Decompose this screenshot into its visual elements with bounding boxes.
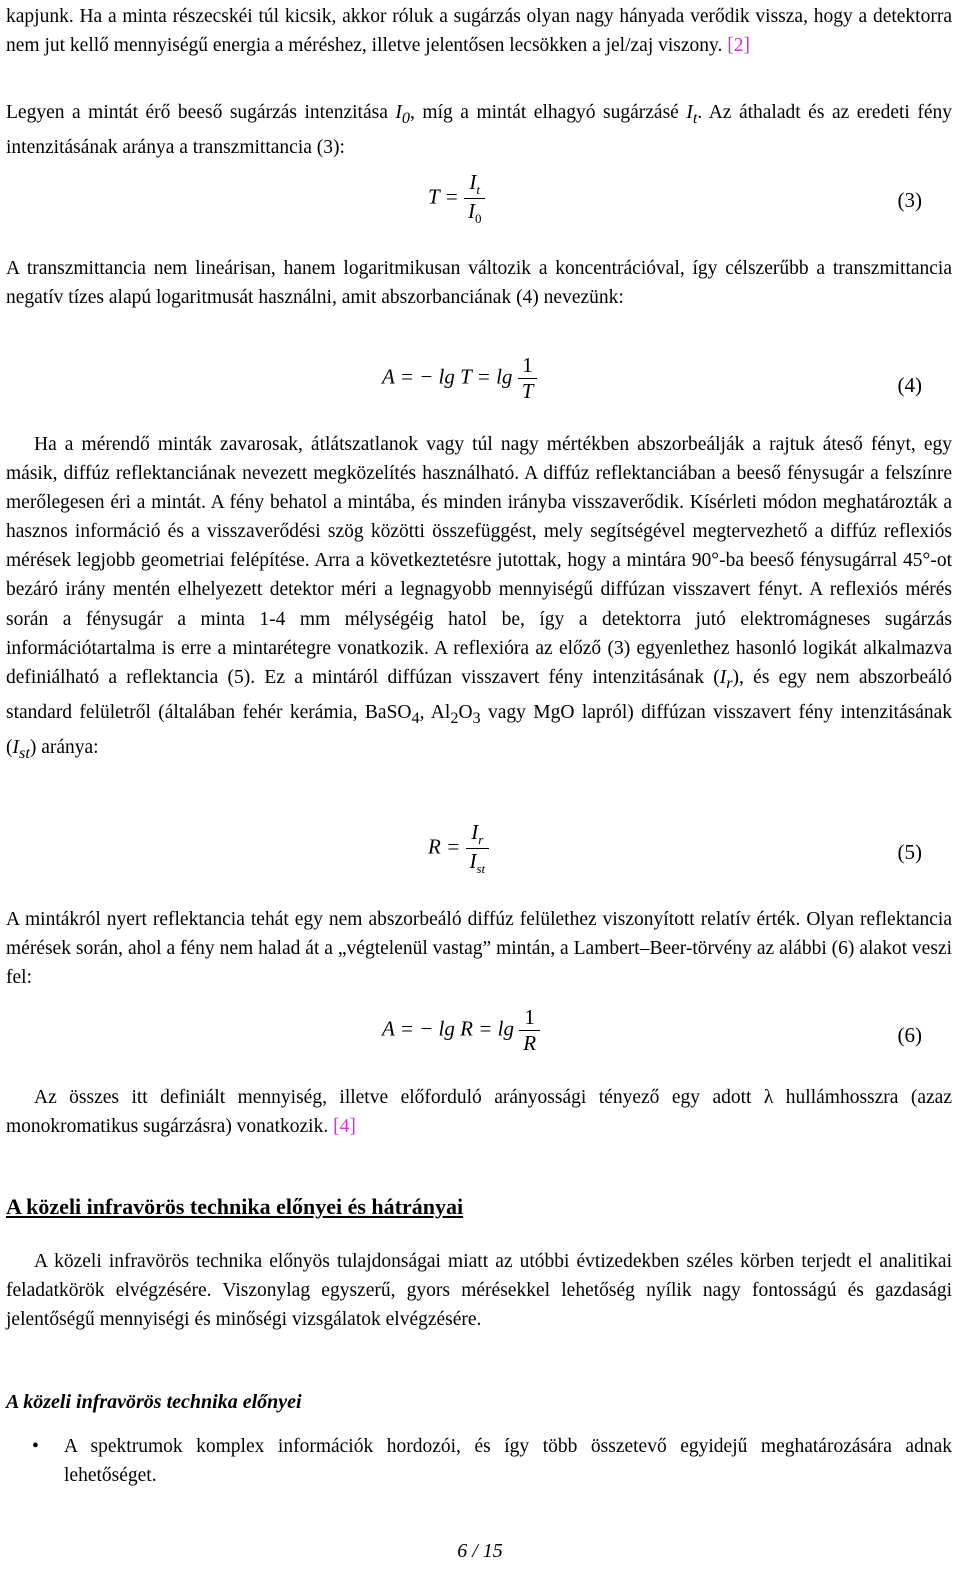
text-run: Legyen a mintát érő beeső sugárzás intenzitása bbox=[6, 102, 396, 123]
paragraph-nir-overview: A közeli infravörös technika előnyös tulajdonságai miatt az utóbbi évtizedekben széles körben terjedt el analitikai feladatkörök elvégzésére. Viszonylag egyszerű, gyors mérésekkel lehetőség nyílik nagy fontosságú és gazdasági jelentőségű mennyiségi és minőségi vizsgálatok elvégzésére. bbox=[6, 1251, 952, 1331]
fraction-denominator: I bbox=[469, 849, 477, 874]
paragraph-diffuse-reflectance bbox=[6, 430, 952, 768]
chem-sub: 3 bbox=[472, 708, 481, 727]
equation-fraction bbox=[464, 170, 486, 227]
fraction-numerator: I bbox=[469, 170, 477, 194]
section-heading: A közeli infravörös technika előnyei és hátrányai bbox=[6, 1194, 464, 1219]
symbol-sub: t bbox=[692, 108, 698, 127]
fraction-numerator: 1 bbox=[524, 1005, 535, 1029]
equation-fraction bbox=[466, 820, 490, 877]
symbol-sub: st bbox=[19, 743, 30, 762]
equation-number: (5) bbox=[897, 840, 922, 864]
subsection-heading: A közeli infravörös technika előnyei bbox=[6, 1391, 302, 1413]
list-item bbox=[6, 1432, 952, 1490]
text-run: ), és egy nem abszorbeáló standard felületről (általában fehér kerámia, BaSO bbox=[6, 666, 953, 723]
text-run: O bbox=[458, 701, 473, 723]
fraction-denominator: I bbox=[467, 199, 475, 224]
fraction-sub: st bbox=[476, 861, 486, 877]
equation-lhs: A = − lg R = lg bbox=[382, 1016, 514, 1041]
text-run: ) aránya: bbox=[29, 736, 99, 758]
paragraph-text: kapjunk. Ha a minta részecskéi túl kicsik, akkor róluk a sugárzás olyan nagy hányada verődik vissza, hogy a detektorra nem jut kellő mennyiségű energia a méréshez, illetve jelentősen lecsökken a jel/zaj viszony. bbox=[6, 6, 952, 57]
text-run: , míg a mintát elhagyó sugárzásé bbox=[410, 102, 687, 123]
fraction-denominator: T bbox=[521, 379, 534, 403]
symbol-sub: 0 bbox=[401, 108, 411, 127]
symbol-it: I bbox=[686, 102, 693, 123]
equation-lhs: R = bbox=[428, 834, 461, 859]
paragraph-wavelength bbox=[6, 1083, 952, 1141]
fraction-sub: r bbox=[478, 832, 484, 848]
paragraph-intensity bbox=[6, 98, 952, 162]
paragraph-absorbance: A transzmittancia nem lineárisan, hanem logaritmikusan változik a koncentrációval, így célszerűbb a transzmittancia negatív tízes alapú logaritmusát használni, amit abszorbanciának (4) nevezünk: bbox=[6, 258, 952, 309]
fraction-numerator: 1 bbox=[522, 353, 533, 377]
text-run: Ha a mérendő minták zavarosak, átlátszatlanok vagy túl nagy mértékben abszorbeálják a rajtuk áteső fényt, egy másik, diffúz reflektanciának nevezett megközelítés használható. A diffúz reflektanciában a beeső fénysugár a felszínre merőlegesen éri a mintát. A fény behatol a mintába, és minden irányba visszaverődik. Kísérleti módon meghatározták a hasznos információ és a visszaverődési szög közötti összefüggést, mely segítségével megtervezhető a diffúz reflexiós mérések legjobb geometriai felépítése. Arra a következtetésre jutottak, hogy a mintára 90°-ba beeső fénysugárral 45°-ot bezáró irány mentén elhelyezett detektor méri a legnagyobb mennyiségű diffúzan visszavert fényt. A reflexiós mérés során a fénysugár a minta 1-4 mm mélységéig hatol be, így a detektorra jutó elektromágneses sugárzás információtartalma is erre a mintarétegre vonatkozik. A reflexióra az előző (3) egyenlethez hasonló logikát alkalmazva definiálható a reflektancia (5). Ez a mintáról diffúzan visszavert fény intenzitásának ( bbox=[6, 434, 952, 688]
symbol-i0: I bbox=[395, 102, 402, 123]
symbol-ir: I bbox=[719, 666, 727, 688]
equation-lhs: A = − lg T = lg bbox=[382, 364, 513, 389]
fraction-denominator: R bbox=[523, 1031, 537, 1055]
symbol-sub: r bbox=[726, 673, 733, 692]
paragraph-text: Az összes itt definiált mennyiség, illetve előforduló arányossági tényező egy adott λ hullámhosszra (azaz monokromatikus sugárzásra) vonatkozik. bbox=[6, 1087, 952, 1138]
equation-fraction bbox=[518, 353, 538, 404]
fraction-sub: t bbox=[476, 182, 481, 198]
equation-lhs: T = bbox=[428, 184, 459, 209]
equation-fraction bbox=[519, 1005, 540, 1056]
citation-link[interactable]: [2] bbox=[727, 35, 751, 57]
citation-link[interactable]: [4] bbox=[333, 1116, 356, 1138]
text-run: . Az áthaladt és az eredeti fény intenzitásának aránya a transzmittancia (3): bbox=[6, 102, 952, 158]
chem-sub: 2 bbox=[450, 708, 459, 727]
equation-number: (6) bbox=[897, 1023, 922, 1047]
text-run: , Al bbox=[419, 701, 451, 723]
page-number: 6 / 15 bbox=[457, 1540, 503, 1562]
symbol-ist: I bbox=[12, 736, 19, 758]
bullet-icon: • bbox=[32, 1436, 39, 1457]
chem-sub: 4 bbox=[411, 708, 420, 727]
fraction-numerator: I bbox=[471, 820, 479, 844]
fraction-sub: 0 bbox=[474, 211, 482, 227]
equation-number: (3) bbox=[897, 188, 922, 212]
paragraph-intro bbox=[6, 2, 952, 60]
paragraph-lambert-beer: A mintákról nyert reflektancia tehát egy nem abszorbeáló diffúz felülethez viszonyított relatív érték. Olyan reflektancia mérések során, ahol a fény nem halad át a „végtelenül vastag” mintán, a Lambert–Beer-törvény az alábbi (6) alakot veszi fel: bbox=[6, 909, 952, 989]
equation-number: (4) bbox=[897, 373, 922, 397]
list-item-text: A spektrumok komplex információk hordozói, és így több összetevő egyidejű meghatározására adnak lehetőséget. bbox=[64, 1436, 952, 1487]
text-run: vagy MgO lapról) diffúzan visszavert fény intenzitásának ( bbox=[6, 701, 953, 758]
